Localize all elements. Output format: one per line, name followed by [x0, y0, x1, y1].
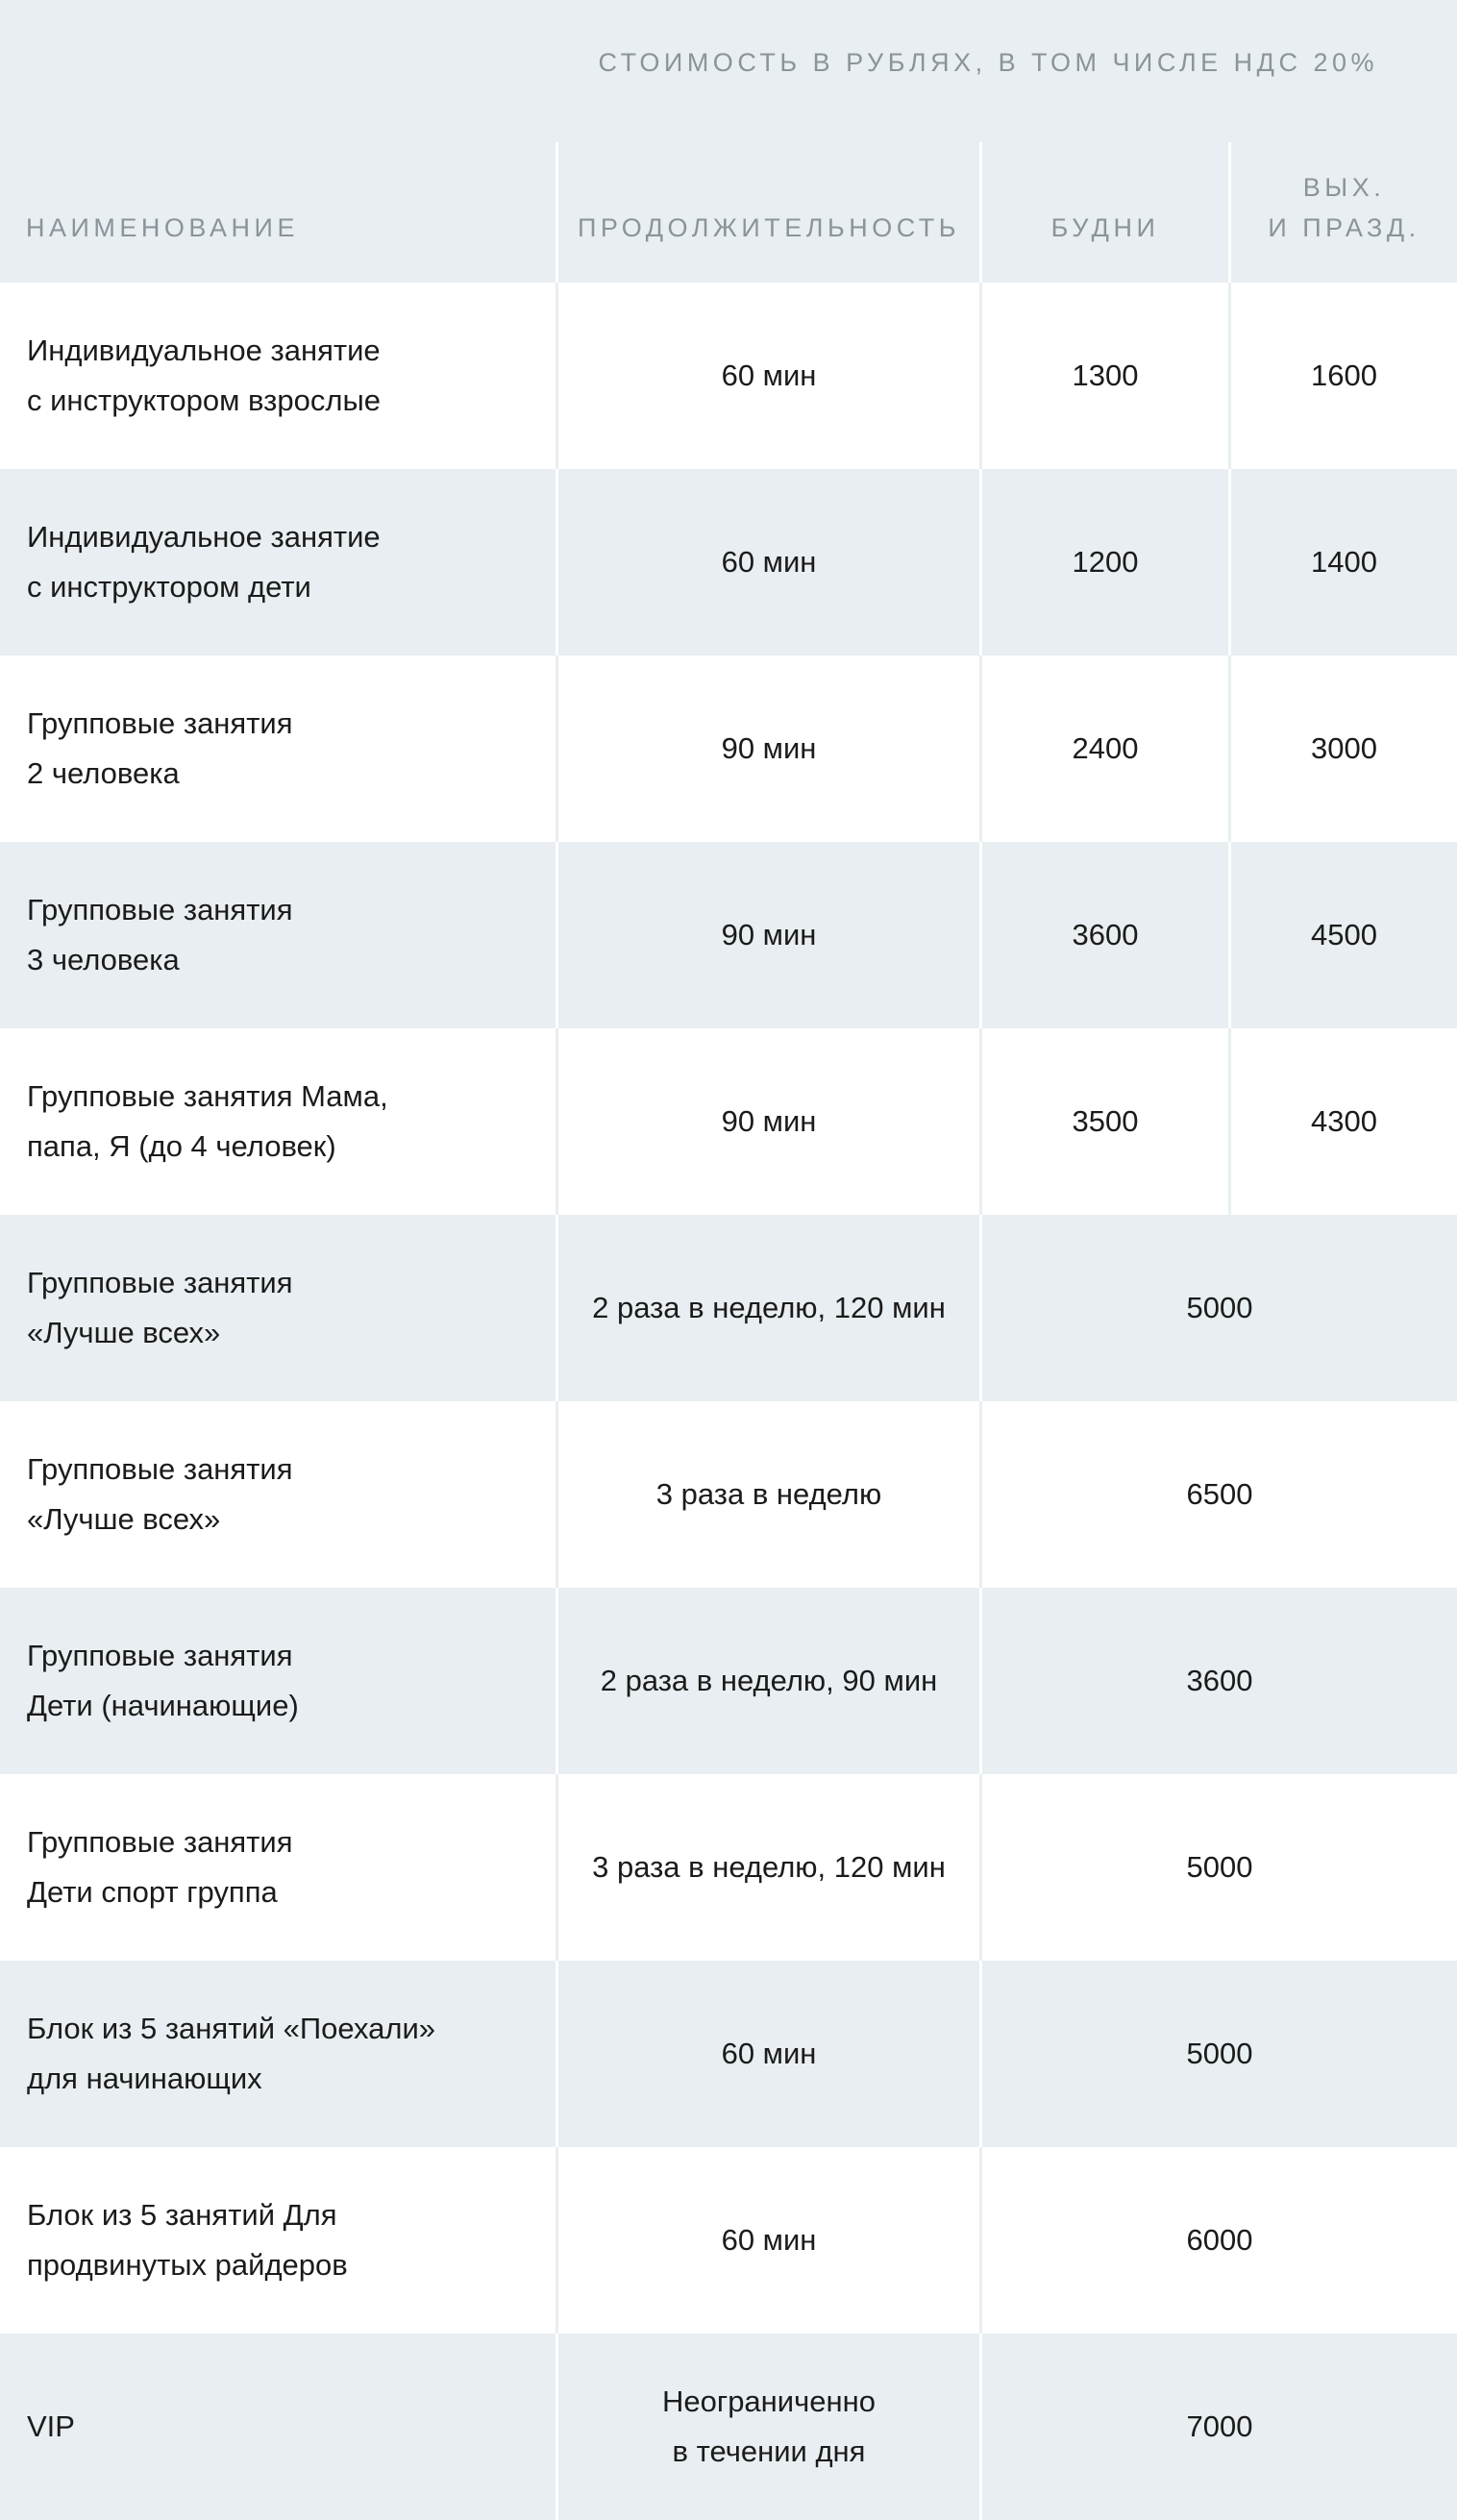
row-price: 5000	[1186, 2037, 1253, 2070]
column-header-weekdays: БУДНИ	[1050, 213, 1160, 242]
column-divider	[556, 1401, 558, 1588]
row-name: Групповые занятия 2 человека	[27, 706, 293, 790]
row-duration: Неограниченно в течении дня	[662, 2384, 876, 2468]
row-name: Блок из 5 занятий «Поехали» для начинающих	[27, 2012, 436, 2095]
column-divider	[556, 2334, 558, 2520]
row-duration: 60 мин	[721, 2037, 817, 2070]
table-header	[0, 142, 1457, 283]
row-duration: 2 раза в неделю, 90 мин	[600, 1664, 938, 1697]
column-divider	[979, 1028, 982, 1215]
row-price-weekdays: 1300	[1072, 358, 1139, 392]
price-caption: СТОИМОСТЬ В РУБЛЯХ, В ТОМ ЧИСЛЕ НДС 20%	[598, 48, 1378, 77]
column-divider	[556, 1215, 558, 1401]
row-price: 7000	[1186, 2409, 1253, 2443]
column-divider	[556, 1028, 558, 1215]
column-divider	[556, 142, 558, 283]
row-name: Групповые занятия «Лучше всех»	[27, 1452, 293, 1536]
row-price: 6000	[1186, 2223, 1253, 2257]
column-divider	[1228, 469, 1231, 655]
table-row	[0, 2334, 1457, 2520]
table-row	[0, 1401, 1457, 1588]
column-divider	[556, 283, 558, 469]
column-divider	[979, 1215, 982, 1401]
column-divider	[1228, 1028, 1231, 1215]
row-duration: 2 раза в неделю, 120 мин	[592, 1291, 946, 1324]
row-duration: 60 мин	[721, 545, 817, 579]
row-price-weekdays: 3600	[1072, 918, 1139, 951]
column-divider	[1228, 842, 1231, 1028]
row-price-weekends: 4300	[1311, 1104, 1377, 1138]
row-name: Индивидуальное занятие с инструктором взрослые	[27, 334, 381, 417]
table-row	[0, 469, 1457, 655]
row-duration: 60 мин	[721, 358, 817, 392]
row-duration: 60 мин	[721, 2223, 817, 2257]
row-name: Блок из 5 занятий Для продвинутых райдеров	[27, 2198, 348, 2282]
column-divider	[1228, 655, 1231, 842]
column-divider	[979, 655, 982, 842]
row-price: 5000	[1186, 1291, 1253, 1324]
row-duration: 90 мин	[721, 731, 817, 765]
table-caption-row	[0, 0, 1457, 142]
column-divider	[979, 469, 982, 655]
row-duration: 90 мин	[721, 1104, 817, 1138]
table-row	[0, 1215, 1457, 1401]
row-price-weekends: 3000	[1311, 731, 1377, 765]
table-row	[0, 655, 1457, 842]
row-price-weekends: 4500	[1311, 918, 1377, 951]
column-divider	[979, 842, 982, 1028]
column-divider	[979, 283, 982, 469]
row-name: Индивидуальное занятие с инструктором дети	[27, 520, 381, 604]
column-divider	[1228, 142, 1231, 283]
column-divider	[556, 1774, 558, 1961]
column-divider	[556, 1961, 558, 2147]
column-divider	[556, 655, 558, 842]
column-divider	[979, 1588, 982, 1774]
column-header-weekends: ВЫХ. И ПРАЗД.	[1268, 173, 1420, 242]
row-price: 3600	[1186, 1664, 1253, 1697]
column-divider	[1228, 283, 1231, 469]
column-divider	[556, 1588, 558, 1774]
row-price-weekdays: 3500	[1072, 1104, 1139, 1138]
column-divider	[979, 1401, 982, 1588]
row-price-weekdays: 1200	[1072, 545, 1139, 579]
column-divider	[556, 2147, 558, 2334]
row-price: 5000	[1186, 1850, 1253, 1884]
table-row	[0, 1774, 1457, 1961]
row-name: Групповые занятия Дети (начинающие)	[27, 1639, 299, 1722]
table-row	[0, 283, 1457, 469]
column-header-name: НАИМЕНОВАНИЕ	[26, 213, 299, 242]
row-name: Групповые занятия 3 человека	[27, 893, 293, 976]
table-row	[0, 842, 1457, 1028]
row-duration: 3 раза в неделю, 120 мин	[592, 1850, 946, 1884]
row-duration: 3 раза в неделю	[655, 1477, 882, 1511]
row-price-weekdays: 2400	[1072, 731, 1139, 765]
column-divider	[556, 469, 558, 655]
row-name: Групповые занятия «Лучше всех»	[27, 1266, 293, 1349]
table-row	[0, 1588, 1457, 1774]
column-divider	[979, 1774, 982, 1961]
row-name: Групповые занятия Дети спорт группа	[27, 1825, 293, 1909]
column-divider	[979, 2334, 982, 2520]
row-name: Групповые занятия Мама, папа, Я (до 4 человек)	[27, 1079, 388, 1163]
row-price-weekends: 1600	[1311, 358, 1377, 392]
column-header-duration: ПРОДОЛЖИТЕЛЬНОСТЬ	[577, 213, 961, 242]
row-duration: 90 мин	[721, 918, 817, 951]
column-divider	[979, 2147, 982, 2334]
row-price-weekends: 1400	[1311, 545, 1377, 579]
column-divider	[979, 142, 982, 283]
row-name: VIP	[27, 2409, 75, 2443]
column-divider	[556, 842, 558, 1028]
row-price: 6500	[1186, 1477, 1253, 1511]
column-divider	[979, 1961, 982, 2147]
table-row	[0, 1961, 1457, 2147]
table-row	[0, 1028, 1457, 1215]
table-row	[0, 2147, 1457, 2334]
